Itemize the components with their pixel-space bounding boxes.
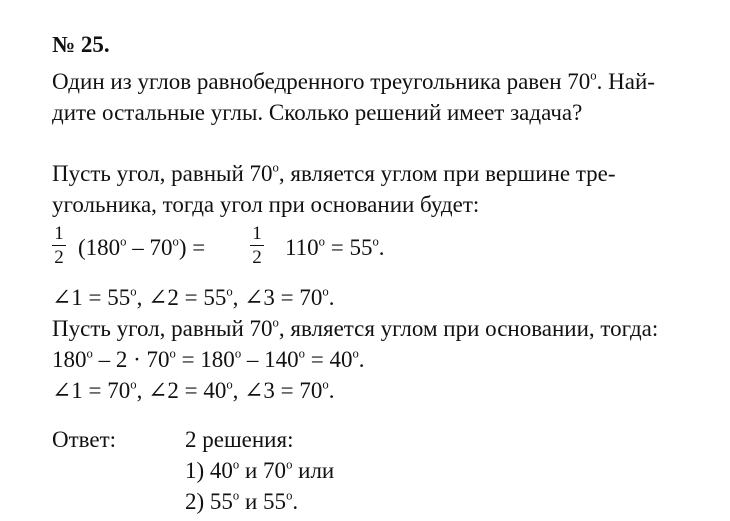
- angle-text: .: [328, 378, 335, 403]
- degree-sign: о: [232, 457, 240, 472]
- case1-line1: [52, 162, 616, 185]
- answer-text: 1) 40: [185, 458, 233, 483]
- degree-sign: о: [298, 346, 305, 361]
- fraction-bar: [250, 245, 264, 246]
- answer-text: и 55: [239, 489, 287, 514]
- degree-sign: о: [120, 234, 127, 249]
- answer-line2: [185, 459, 334, 482]
- problem-statement-line1: [52, 70, 655, 93]
- angle-text: .: [328, 285, 335, 310]
- formula-part: .: [358, 347, 365, 372]
- formula-part: – 140: [241, 347, 299, 372]
- degree-sign: о: [86, 346, 93, 361]
- formula-part: = 55: [324, 235, 373, 260]
- degree-sign: о: [286, 457, 293, 472]
- formula-part: ) =: [178, 235, 206, 260]
- case1-text-b: , является углом при вершине тре-: [278, 161, 616, 186]
- fraction-one-half: [250, 224, 264, 267]
- degree-sign: о: [226, 284, 233, 299]
- case1-text-a: Пусть угол, равный 70: [52, 161, 273, 186]
- degree-sign: о: [352, 346, 359, 361]
- degree-sign: о: [372, 234, 379, 249]
- degree-sign: о: [318, 234, 325, 249]
- angle-text: , ∠3 = 70: [232, 285, 323, 310]
- formula-part: – 2 · 70: [92, 347, 170, 372]
- fraction-bar: [52, 245, 66, 246]
- degree-sign: о: [130, 284, 137, 299]
- answer-text: и 70: [239, 458, 287, 483]
- answer-text: или: [292, 458, 335, 483]
- degree-sign: о: [322, 284, 329, 299]
- formula-part: = 40: [304, 347, 353, 372]
- case2-text-b: , является углом при основании, тогда:: [278, 316, 659, 341]
- case1-line2: угольника, тогда угол при основании будет:: [52, 192, 480, 217]
- statement-text-end: . Най-: [596, 69, 655, 94]
- angle-text: , ∠3 = 70: [232, 378, 323, 403]
- fraction-denominator: 2: [54, 247, 64, 268]
- degree-sign: о: [272, 315, 279, 330]
- answer-text: 2) 55: [185, 489, 233, 514]
- degree-sign: о: [286, 488, 293, 503]
- fraction-one-half: [52, 224, 66, 267]
- fraction-denominator: 2: [252, 247, 262, 268]
- angle-text: ∠1 = 55: [52, 285, 131, 310]
- formula-part: (180: [78, 235, 121, 260]
- angles-case1: [52, 286, 334, 309]
- angle-text: , ∠2 = 55: [136, 285, 227, 310]
- degree-sign: о: [130, 377, 137, 392]
- angles-case2: [52, 379, 334, 402]
- problem-number: № 25.: [52, 32, 110, 57]
- angle-text: , ∠2 = 40: [136, 378, 227, 403]
- degree-sign: о: [232, 488, 240, 503]
- degree-sign: о: [169, 346, 176, 361]
- angle-text: ∠1 = 70: [52, 378, 131, 403]
- formula-part: 110: [285, 235, 319, 260]
- formula-part: – 70: [126, 235, 173, 260]
- answer-text: .: [292, 489, 299, 514]
- case2-line1: [52, 317, 658, 340]
- degree-sign: о: [590, 68, 597, 83]
- formula1-right: [285, 236, 385, 259]
- formula-part: .: [378, 235, 385, 260]
- degree-sign: о: [322, 377, 329, 392]
- answer-line3: [185, 490, 298, 513]
- degree-sign: о: [234, 346, 242, 361]
- answer-line1: 2 решения:: [185, 427, 294, 452]
- degree-sign: о: [172, 234, 179, 249]
- fraction-numerator: 1: [54, 223, 64, 244]
- answer-label: Ответ:: [52, 427, 117, 452]
- formula-part: 180: [52, 347, 87, 372]
- degree-sign: о: [272, 160, 279, 175]
- formula2: [52, 348, 365, 371]
- formula1-left: [78, 236, 205, 259]
- degree-sign: о: [226, 377, 233, 392]
- problem-statement-line2: дите остальные углы. Сколько решений имеет задача?: [52, 100, 583, 125]
- case2-text-a: Пусть угол, равный 70: [52, 316, 273, 341]
- formula-part: = 180: [175, 347, 235, 372]
- fraction-numerator: 1: [252, 223, 262, 244]
- statement-text: Один из углов равнобедренного треугольника равен 70: [52, 69, 591, 94]
